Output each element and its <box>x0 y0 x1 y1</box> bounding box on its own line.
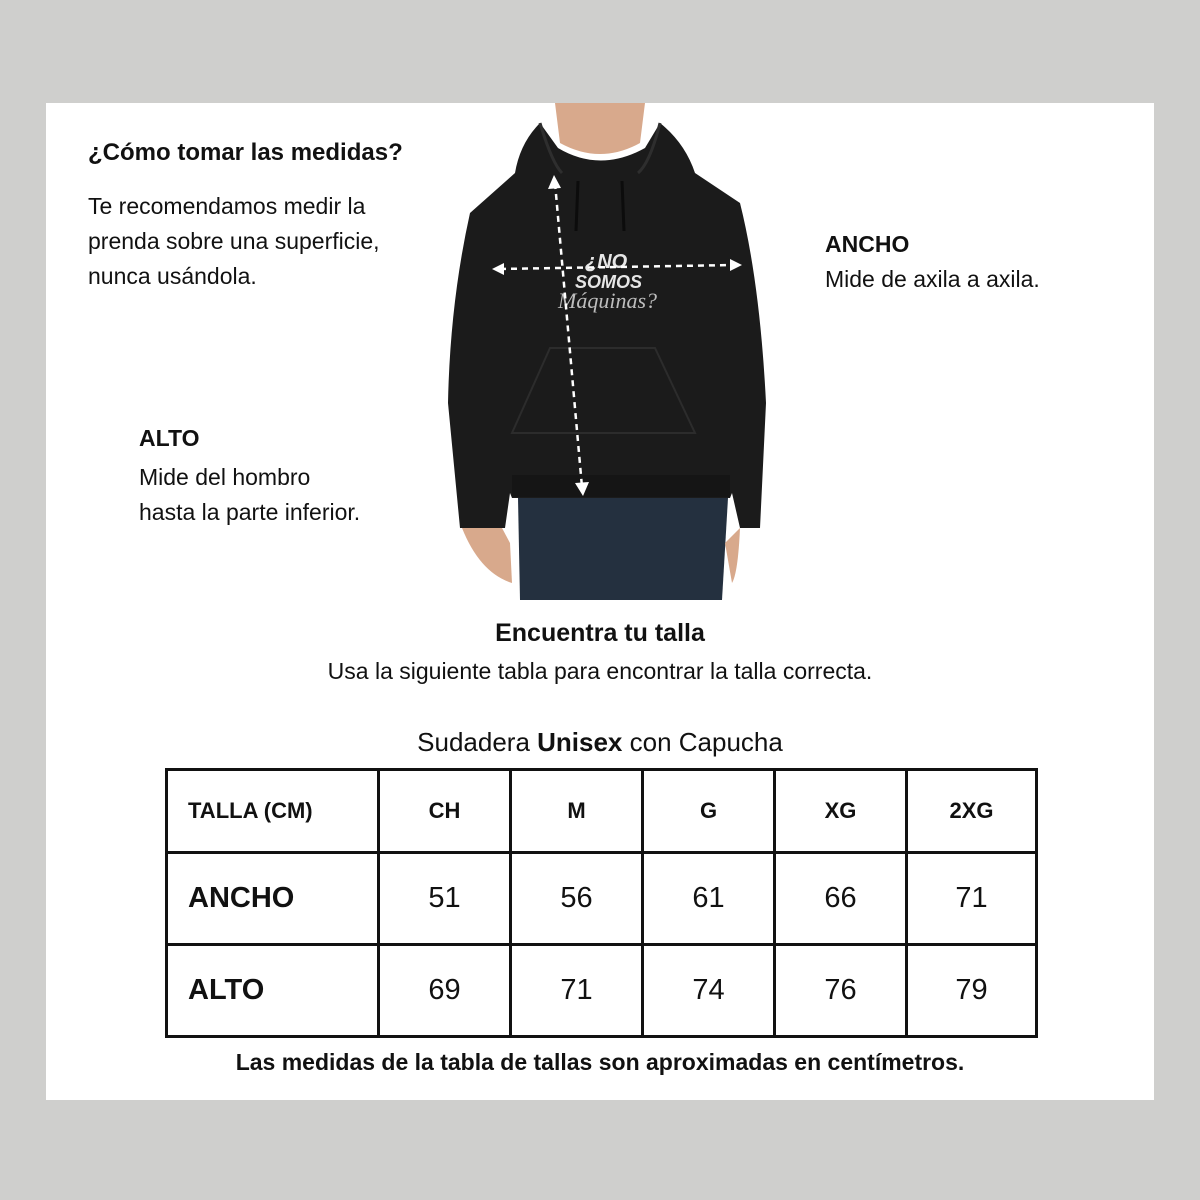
header-cell: G <box>643 770 775 853</box>
caption-bold: Unisex <box>537 727 623 757</box>
table-cell: 61 <box>643 853 775 945</box>
table-cell: 79 <box>907 945 1037 1037</box>
drawstring-left <box>576 181 578 231</box>
table-cell: 74 <box>643 945 775 1037</box>
find-size-subtitle: Usa la siguiente tabla para encontrar la talla correcta. <box>327 658 873 684</box>
caption-pre: Sudadera <box>417 727 538 757</box>
print-line-3: Máquinas? <box>558 288 657 313</box>
how-to-measure-title: ¿Cómo tomar las medidas? <box>88 139 403 166</box>
table-row <box>167 853 1037 945</box>
table-cell: 66 <box>775 853 907 945</box>
table-cell: 69 <box>379 945 511 1037</box>
jeans <box>518 498 728 600</box>
hand-left <box>462 528 512 583</box>
table-caption <box>46 727 1154 758</box>
table-cell: 51 <box>379 853 511 945</box>
alto-title: ALTO <box>139 425 200 451</box>
header-cell: 2XG <box>907 770 1037 853</box>
ancho-description: Mide de axila a axila. <box>825 266 1040 292</box>
how-to-measure-text <box>88 189 428 294</box>
table-cell: 71 <box>511 945 643 1037</box>
alto-line: hasta la parte inferior. <box>139 499 361 525</box>
header-cell: XG <box>775 770 907 853</box>
print-line-1: ¿NO <box>585 251 628 273</box>
table-cell: 56 <box>511 853 643 945</box>
size-guide-card <box>46 103 1154 1100</box>
row-label: ANCHO <box>167 853 379 945</box>
header-cell: M <box>511 770 643 853</box>
how-line: nunca usándola. <box>88 263 257 289</box>
hoodie-body <box>448 123 766 528</box>
table-header-row <box>167 770 1037 853</box>
row-label: ALTO <box>167 945 379 1037</box>
table-footnote: Las medidas de la tabla de tallas son aproximadas en centímetros. <box>235 1049 965 1075</box>
drawstring-right <box>622 181 624 231</box>
alto-description <box>139 460 439 530</box>
header-cell: TALLA (CM) <box>167 770 379 853</box>
model-neck <box>555 103 645 154</box>
hand-right <box>725 528 740 583</box>
size-table <box>165 768 1038 1038</box>
ancho-title: ANCHO <box>825 231 910 257</box>
how-line: Te recomendamos medir la <box>88 193 366 219</box>
find-size-title: Encuentra tu talla <box>495 619 705 647</box>
header-cell: CH <box>379 770 511 853</box>
how-line: prenda sobre una superficie, <box>88 228 380 254</box>
hoodie-model-illustration <box>440 103 770 600</box>
table-cell: 71 <box>907 853 1037 945</box>
table-row <box>167 945 1037 1037</box>
print-line-2: SOMOS <box>575 272 643 292</box>
table-cell: 76 <box>775 945 907 1037</box>
waistband <box>512 475 730 497</box>
alto-line: Mide del hombro <box>139 464 311 490</box>
caption-post: con Capucha <box>622 727 783 757</box>
